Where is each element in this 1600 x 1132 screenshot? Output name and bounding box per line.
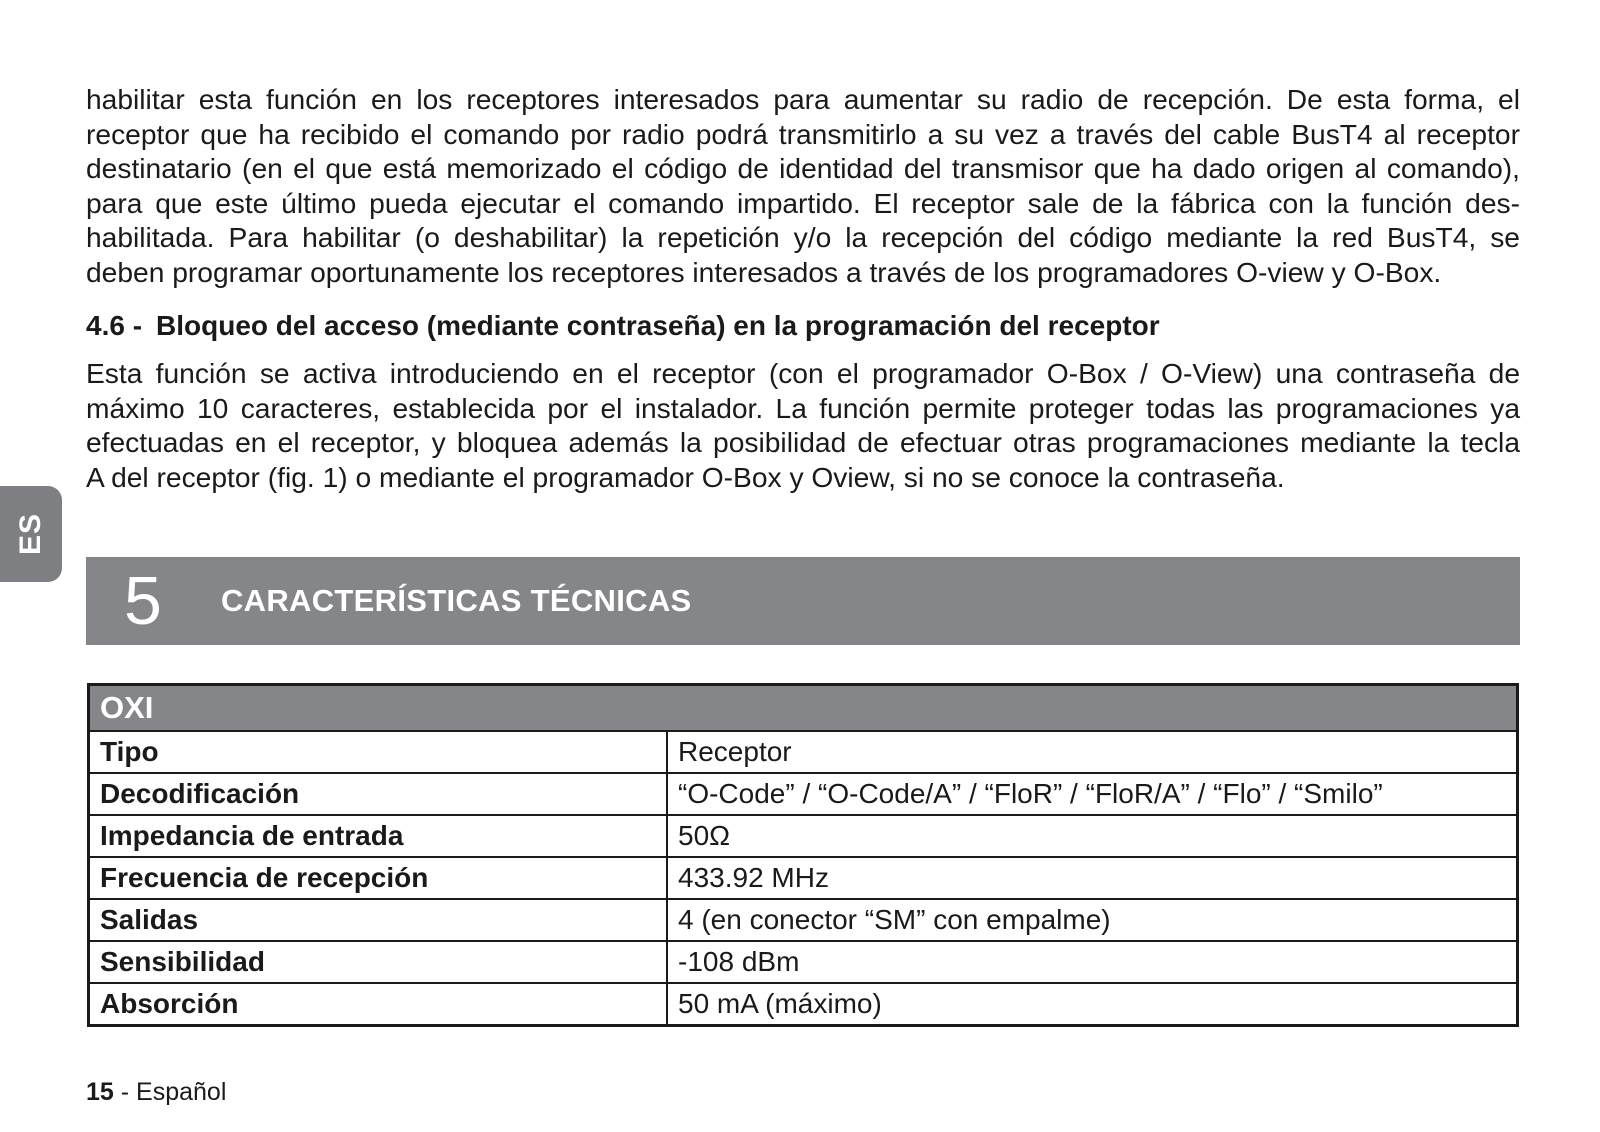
spec-key: Salidas — [89, 899, 668, 941]
text-line: para que este último pueda ejecutar el comando impartido. El receptor sale de la fábrica con la función des- — [86, 186, 1520, 219]
table-header: OXI — [89, 685, 1518, 732]
text-line: habilitada. Para habilitar (o deshabilitar) la repetición y/o la recepción del código mediante la red BusT4, se — [86, 221, 1520, 253]
page-number: 15 — [86, 1078, 114, 1106]
footer-language: Español — [136, 1078, 227, 1106]
table-row — [89, 773, 1518, 815]
table-row — [89, 731, 1518, 773]
language-tab-label: ES — [14, 512, 47, 556]
spec-key: Sensibilidad — [89, 941, 668, 983]
text-line: deben programar oportunamente los receptores interesados a través de los programadores O-view y O-Box. — [86, 255, 1442, 288]
spec-key: Absorción — [89, 983, 668, 1026]
table-row — [89, 857, 1518, 899]
table-row — [89, 941, 1518, 983]
text-line: A del receptor (fig. 1) o mediante el programador O-Box y Oview, si no se conoce la contraseña. — [86, 460, 1285, 493]
spec-value: 50 mA (máximo) — [667, 983, 1518, 1026]
section-4-6-number: 4.6 - — [86, 310, 143, 341]
spec-value: 4 (en conector “SM” con empalme) — [667, 899, 1518, 941]
text-line: receptor que ha recibido el comando por radio podrá transmitirlo a su vez a través del cable BusT4 al receptor — [86, 117, 1520, 150]
spec-key: Decodificación — [89, 773, 668, 815]
section-5-number: 5 — [124, 563, 162, 639]
technical-specs-table — [87, 683, 1519, 1027]
section-4-6-heading — [86, 310, 1160, 342]
text-line: efectuadas en el receptor, y bloquea además la posibilidad de efectuar otras programaciones mediante la tecla — [86, 426, 1520, 458]
section-4-6-title: Bloqueo del acceso (mediante contraseña) en la programación del receptor — [156, 310, 1160, 341]
intro-paragraph — [86, 82, 1520, 289]
spec-value: Receptor — [667, 731, 1518, 773]
footer-separator: - — [113, 1078, 137, 1106]
spec-key: Impedancia de entrada — [89, 815, 668, 857]
spec-key: Frecuencia de recepción — [89, 857, 668, 899]
text-line: máximo 10 caracteres, establecida por el instalador. La función permite proteger todas las programaciones ya — [86, 391, 1520, 424]
text-line: habilitar esta función en los receptores interesados para aumentar su radio de recepción. De esta forma, el — [86, 83, 1520, 115]
table-header-row — [89, 685, 1518, 732]
page-footer — [86, 1078, 226, 1107]
spec-value: “O-Code” / “O-Code/A” / “FloR” / “FloR/A” / “Flo” / “Smilo” — [667, 773, 1518, 815]
table-row — [89, 983, 1518, 1026]
text-line: destinatario (en el que está memorizado el código de identidad del transmisor que ha dado origen al comando), — [86, 152, 1520, 184]
table-row — [89, 815, 1518, 857]
spec-value: -108 dBm — [667, 941, 1518, 983]
table-row — [89, 899, 1518, 941]
spec-key: Tipo — [89, 731, 668, 773]
language-tab — [0, 486, 62, 582]
spec-value: 50Ω — [667, 815, 1518, 857]
text-line: Esta función se activa introduciendo en el receptor (con el programador O-Box / O-View) una contraseña de — [86, 357, 1520, 389]
section-5-banner — [86, 557, 1520, 645]
spec-value: 433.92 MHz — [667, 857, 1518, 899]
section-4-6-paragraph — [86, 356, 1520, 494]
section-5-title: CARACTERÍSTICAS TÉCNICAS — [221, 583, 692, 618]
